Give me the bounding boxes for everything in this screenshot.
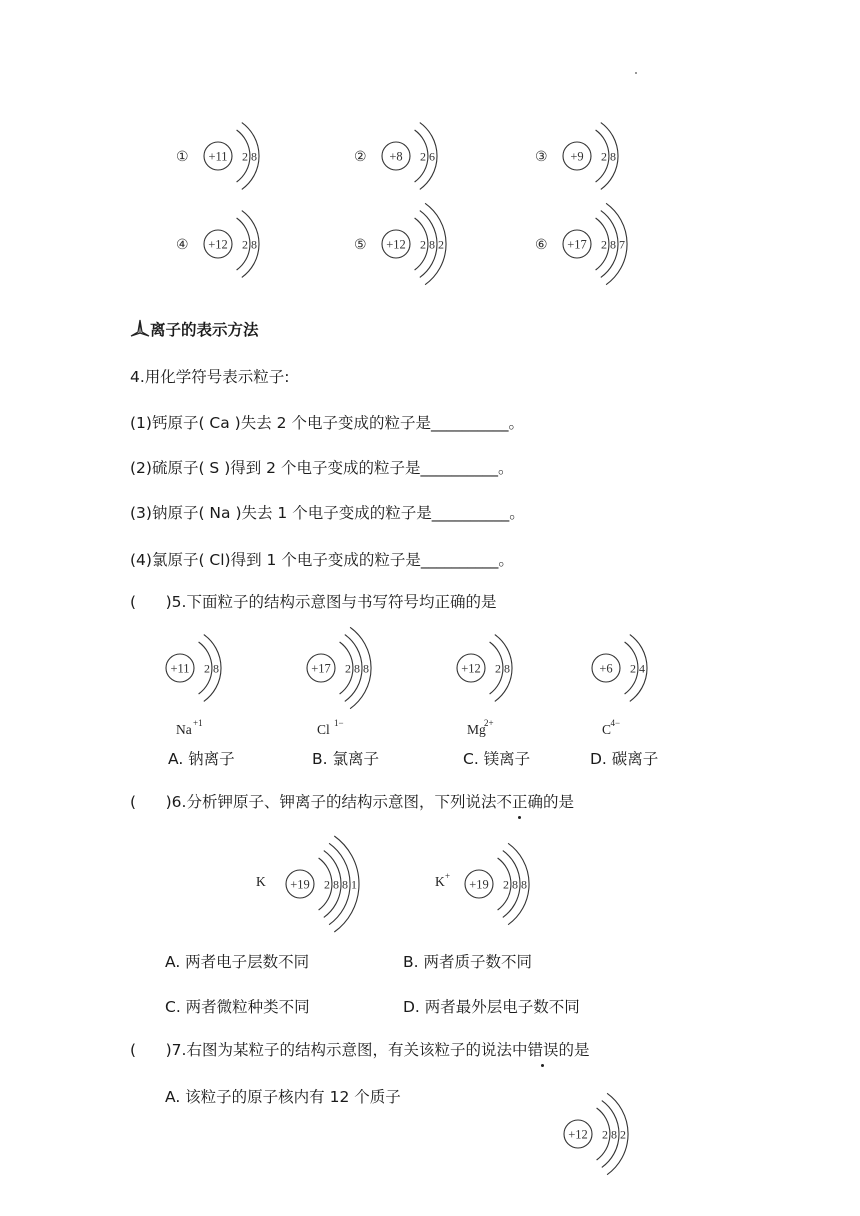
- shell-electron-count: 2: [620, 1127, 626, 1142]
- diagram-label-charge: +: [445, 871, 451, 881]
- q5-option-d: D. 碳离子: [590, 750, 659, 768]
- q4-item-4: (4)氯原子( Cl)得到 1 个电子变成的粒子是__________。: [130, 551, 514, 569]
- shell-electron-count: 8: [610, 237, 616, 252]
- nucleus-charge: +11: [170, 661, 190, 676]
- answer-paren: ( ): [130, 593, 172, 611]
- nucleus-charge: +12: [208, 237, 228, 252]
- shell-electron-count: 8: [429, 237, 435, 252]
- q5-option-a: A. 钠离子: [168, 750, 235, 768]
- shell-electron-count: 4: [639, 661, 645, 676]
- q4-stem: 4.用化学符号表示粒子:: [130, 368, 290, 386]
- shell-electron-count: 2: [345, 661, 351, 676]
- nucleus-charge: +12: [461, 661, 481, 676]
- top-atom-6: [535, 184, 707, 308]
- nucleus-charge: +11: [208, 149, 228, 164]
- nucleus-charge: +12: [568, 1127, 588, 1142]
- shell-electron-count: 8: [610, 149, 616, 164]
- answer-paren: ( ): [130, 1041, 172, 1059]
- q4-item-1: (1)钙原子( Ca )失去 2 个电子变成的粒子是__________。: [130, 414, 524, 432]
- shell-electron-count: 2: [420, 237, 426, 252]
- diagram-label: K: [435, 874, 445, 889]
- shell-electron-count: 2: [420, 149, 426, 164]
- shell-electron-count: 8: [213, 661, 219, 676]
- nucleus-charge: +17: [311, 661, 331, 676]
- nucleus-charge: +9: [570, 149, 584, 164]
- q7-option-a: A. 该粒子的原子核内有 12 个质子: [165, 1088, 401, 1106]
- ion-symbol: Mg: [467, 722, 486, 737]
- q7-stem-post: 的是: [558, 1041, 590, 1059]
- nucleus-charge: +8: [389, 149, 403, 164]
- q6-diagram-k-ion: [431, 824, 591, 948]
- q7-stem-pre: 7.右图为某粒子的结构示意图，有关该粒子的说法中: [171, 1041, 528, 1059]
- q5-diagram-2: [293, 608, 453, 737]
- diagram-index: ⑥: [535, 238, 548, 253]
- q7-stem-emphasis: 错误: [527, 1038, 558, 1060]
- nucleus-charge: +19: [290, 877, 310, 892]
- nucleus-charge: +19: [469, 877, 489, 892]
- nucleus-charge: +12: [386, 237, 406, 252]
- shell-electron-count: 2: [601, 149, 607, 164]
- shell-electron-count: 2: [438, 237, 444, 252]
- ion-charge: 1−: [334, 718, 344, 728]
- shell-electron-count: 6: [429, 149, 435, 164]
- shell-electron-count: 2: [602, 1127, 608, 1142]
- diagram-label: K: [256, 874, 266, 889]
- ion-symbol: C: [602, 722, 612, 737]
- diagram-index: ②: [354, 150, 367, 165]
- q6-option-c: C. 两者微粒种类不同: [165, 998, 310, 1016]
- q6-stem-emphasis: 不正确: [496, 790, 543, 812]
- shell-electron-count: 2: [324, 877, 330, 892]
- shell-electron-count: 7: [619, 237, 625, 252]
- q6-option-d: D. 两者最外层电子数不同: [403, 998, 580, 1016]
- shell-electron-count: 8: [342, 877, 348, 892]
- q6-stem-pre: 6.分析钾原子、钾离子的结构示意图，下列说法: [171, 793, 497, 811]
- corner-mark: [635, 72, 637, 74]
- ion-charge: +1: [193, 718, 203, 728]
- diagram-index: ③: [535, 150, 548, 165]
- shell-electron-count: 2: [242, 237, 248, 252]
- ion-symbol: Na: [176, 722, 192, 737]
- q6-diagram-k-atom: [252, 824, 412, 948]
- q5-stem: 5.下面粒子的结构示意图与书写符号均正确的是: [171, 593, 497, 611]
- q6-option-a: A. 两者电子层数不同: [165, 953, 310, 971]
- shell-electron-count: 8: [251, 237, 257, 252]
- top-atom-5: [354, 184, 526, 308]
- q7-line: [130, 1038, 589, 1060]
- nucleus-charge: +17: [567, 237, 587, 252]
- shell-electron-count: 2: [204, 661, 210, 676]
- shell-electron-count: 2: [495, 661, 501, 676]
- diagram-index: ④: [176, 238, 189, 253]
- diagram-index: ⑤: [354, 238, 367, 253]
- shell-electron-count: 8: [521, 877, 527, 892]
- q5-diagram-4: [578, 608, 738, 737]
- diagram-index: ①: [176, 150, 189, 165]
- section-heading: [130, 318, 259, 341]
- shell-electron-count: 1: [351, 877, 357, 892]
- q6-stem-post: 的是: [542, 793, 574, 811]
- q5-option-b: B. 氯离子: [312, 750, 379, 768]
- q4-item-2: (2)硫原子( S )得到 2 个电子变成的粒子是__________。: [130, 459, 514, 477]
- q5-option-c: C. 镁离子: [463, 750, 531, 768]
- shell-electron-count: 8: [611, 1127, 617, 1142]
- shell-electron-count: 8: [333, 877, 339, 892]
- shell-electron-count: 2: [630, 661, 636, 676]
- q4-item-3: (3)钠原子( Na )失去 1 个电子变成的粒子是__________。: [130, 504, 525, 522]
- shell-electron-count: 2: [503, 877, 509, 892]
- compass-icon: [130, 319, 150, 341]
- answer-paren: ( ): [130, 793, 172, 811]
- ion-symbol: Cl: [317, 722, 330, 737]
- shell-electron-count: 2: [601, 237, 607, 252]
- q7-diagram-atom: [550, 1074, 710, 1198]
- q5-diagram-1: [152, 608, 312, 737]
- shell-electron-count: 8: [354, 661, 360, 676]
- shell-electron-count: 8: [512, 877, 518, 892]
- ion-charge: 2+: [484, 718, 494, 728]
- shell-electron-count: 8: [251, 149, 257, 164]
- section-title: 离子的表示方法: [150, 321, 259, 339]
- shell-electron-count: 2: [242, 149, 248, 164]
- top-atom-4: [176, 184, 348, 308]
- shell-electron-count: 8: [504, 661, 510, 676]
- nucleus-charge: +6: [599, 661, 613, 676]
- shell-electron-count: 8: [363, 661, 369, 676]
- q6-option-b: B. 两者质子数不同: [403, 953, 532, 971]
- ion-charge: 4−: [610, 718, 621, 728]
- q6-line: [130, 790, 574, 812]
